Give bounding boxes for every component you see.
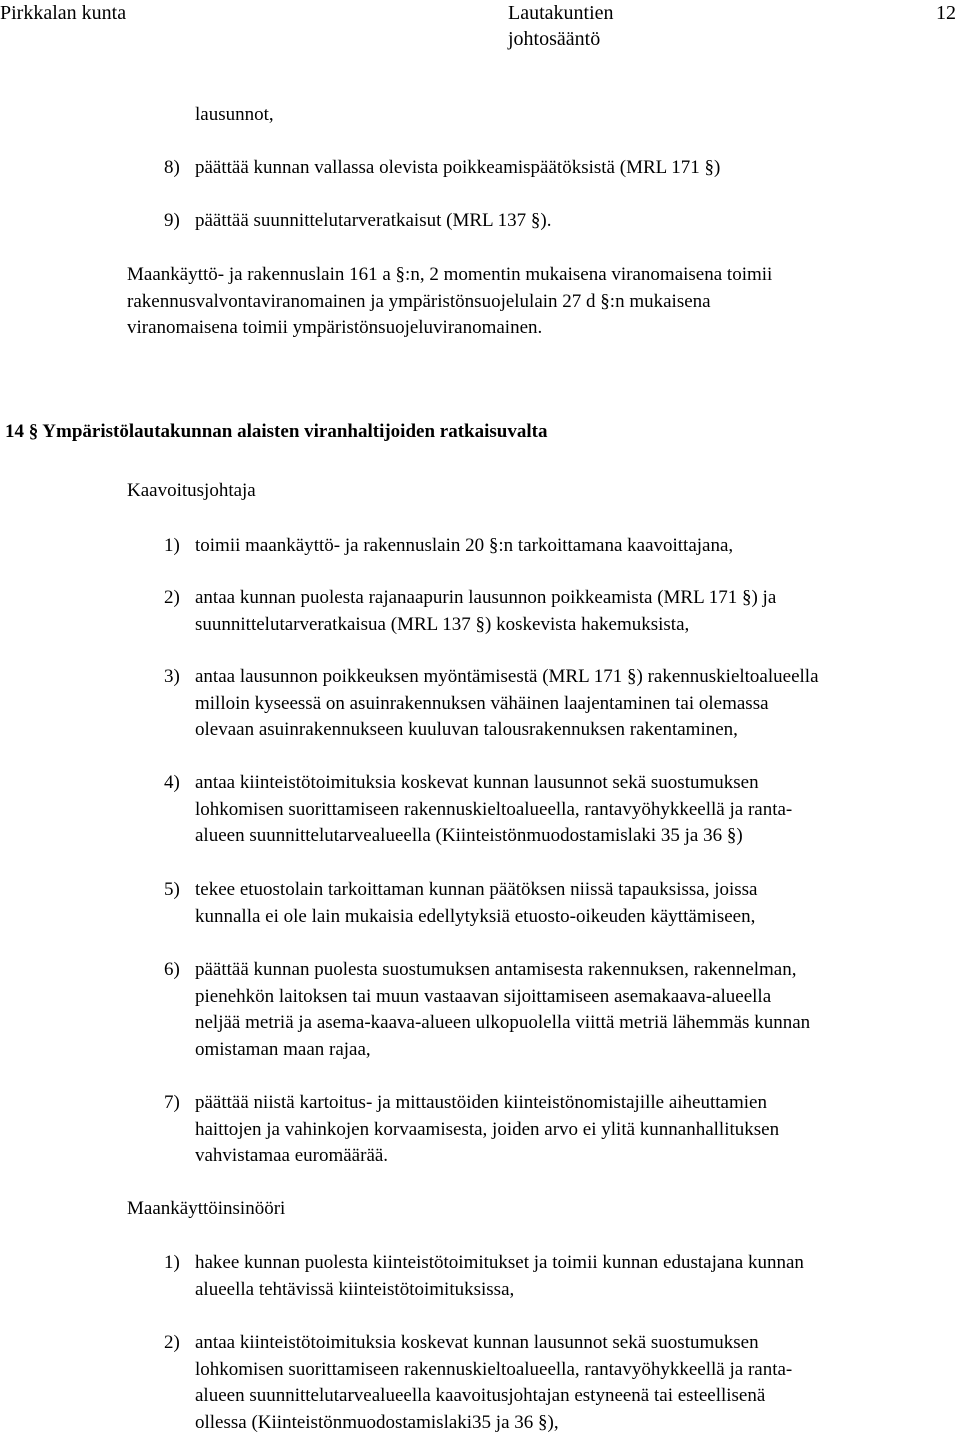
page-number: 12 (936, 2, 956, 24)
list-item-line: olevaan asuinrakennukseen kuuluvan talousrakennuksen rakentaminen, (195, 719, 738, 740)
paragraph-line: viranomaisena toimii ympäristönsuojeluviranomainen. (127, 317, 543, 338)
paragraph-line: rakennusvalvontaviranomainen ja ympäristönsuojelulain 27 d §:n mukaisena (127, 290, 711, 312)
list-item-label: 1) (164, 535, 180, 556)
list-item-label: 4) (164, 772, 180, 793)
list-item-text: päättää suunnittelutarveratkaisut (MRL 137 §). (195, 210, 552, 231)
list-item-label: 7) (164, 1092, 180, 1113)
list-item-label: 8) (164, 157, 180, 178)
list-item-label: 3) (164, 666, 180, 687)
paragraph-line: Maankäyttö- ja rakennuslain 161 a §:n, 2 momentin mukaisena viranomaisena toimii (127, 264, 773, 285)
document-title-line-1: Lautakuntien (508, 2, 614, 24)
list-item-line: alueen suunnittelutarvealueella (Kiinteistönmuodostamislaki 35 ja 36 §) (195, 825, 743, 846)
list-item-line: suunnittelutarveratkaisua (MRL 137 §) koskevista hakemuksista, (195, 613, 690, 635)
list-item-line: alueella tehtävissä kiinteistötoimituksissa, (195, 1278, 515, 1300)
role-title-kaavoitusjohtaja: Kaavoitusjohtaja (127, 480, 256, 501)
list-item-line: milloin kyseessä on asuinrakennuksen vähäinen laajentaminen tai olemassa (195, 692, 769, 714)
organization-name: Pirkkalan kunta (0, 2, 127, 24)
list-item-line: ollessa (Kiinteistönmuodostamislaki35 ja 36 §), (195, 1411, 559, 1433)
list-item-line: tekee etuostolain tarkoittaman kunnan päätöksen niissä tapauksissa, joissa (195, 879, 758, 900)
list-item-line: antaa kunnan puolesta rajanaapurin lausunnon poikkeamista (MRL 171 §) ja (195, 587, 777, 608)
document-title (508, 0, 708, 52)
list-item-line: antaa kiinteistötoimituksia koskevat kunnan lausunnot sekä suostumuksen (195, 772, 759, 793)
list-item-line: päättää niistä kartoitus- ja mittaustöiden kiinteistönomistajille aiheuttamien (195, 1092, 767, 1113)
list-item-line: pienehkön laitoksen tai muun vastaavan sijoittamiseen asemakaava-alueella (195, 985, 772, 1007)
continuation-text: lausunnot, (195, 104, 274, 125)
list-item-line: toimii maankäyttö- ja rakennuslain 20 §:n tarkoittamana kaavoittajana, (195, 535, 734, 556)
list-item-line: antaa lausunnon poikkeuksen myöntämisestä (MRL 171 §) rakennuskieltoalueella (195, 666, 819, 687)
list-item-line: lohkomisen suorittamiseen rakennuskieltoalueella, rantavyöhykkeellä ja ranta- (195, 798, 793, 820)
list-item-label: 5) (164, 879, 180, 900)
list-item-line: kunnalla ei ole lain mukaisia edellytyksiä etuosto-oikeuden käyttämiseen, (195, 905, 756, 927)
role-title-maankayttoinsinoori: Maankäyttöinsinööri (127, 1198, 286, 1219)
intro-paragraph (127, 262, 917, 342)
list-item-line: päättää kunnan puolesta suostumuksen antamisesta rakennuksen, rakennelman, (195, 959, 797, 980)
list-item-label: 2) (164, 587, 180, 608)
list-item-text: päättää kunnan vallassa olevista poikkeamispäätöksistä (MRL 171 §) (195, 157, 721, 178)
list-item-line: alueen suunnittelutarvealueella kaavoitusjohtajan estyneenä tai esteellisenä (195, 1385, 766, 1406)
list-item-label: 2) (164, 1332, 180, 1353)
list-item-label: 9) (164, 210, 180, 231)
list-item-line: hakee kunnan puolesta kiinteistötoimitukset ja toimii kunnan edustajana kunnan (195, 1252, 804, 1273)
section-heading: 14 § Ympäristölautakunnan alaisten viranhaltijoiden ratkaisuvalta (5, 421, 548, 442)
list-item-line: haittojen ja vahinkojen korvaamisesta, joiden arvo ei ylitä kunnanhallituksen (195, 1118, 780, 1140)
list-item-line: lohkomisen suorittamiseen rakennuskieltoalueella, rantavyöhykkeellä ja ranta- (195, 1358, 793, 1380)
document-title-line-2: johtosääntö (508, 28, 601, 50)
list-item-label: 6) (164, 959, 180, 980)
list-item-label: 1) (164, 1252, 180, 1273)
list-item-line: omistaman maan rajaa, (195, 1038, 371, 1060)
list-item-line: antaa kiinteistötoimituksia koskevat kunnan lausunnot sekä suostumuksen (195, 1332, 759, 1353)
list-item-line: vahvistamaa euromäärää. (195, 1145, 389, 1166)
list-item-line: neljää metriä ja asema-kaava-alueen ulkopuolella viittä metriä lähemmäs kunnan (195, 1012, 811, 1033)
